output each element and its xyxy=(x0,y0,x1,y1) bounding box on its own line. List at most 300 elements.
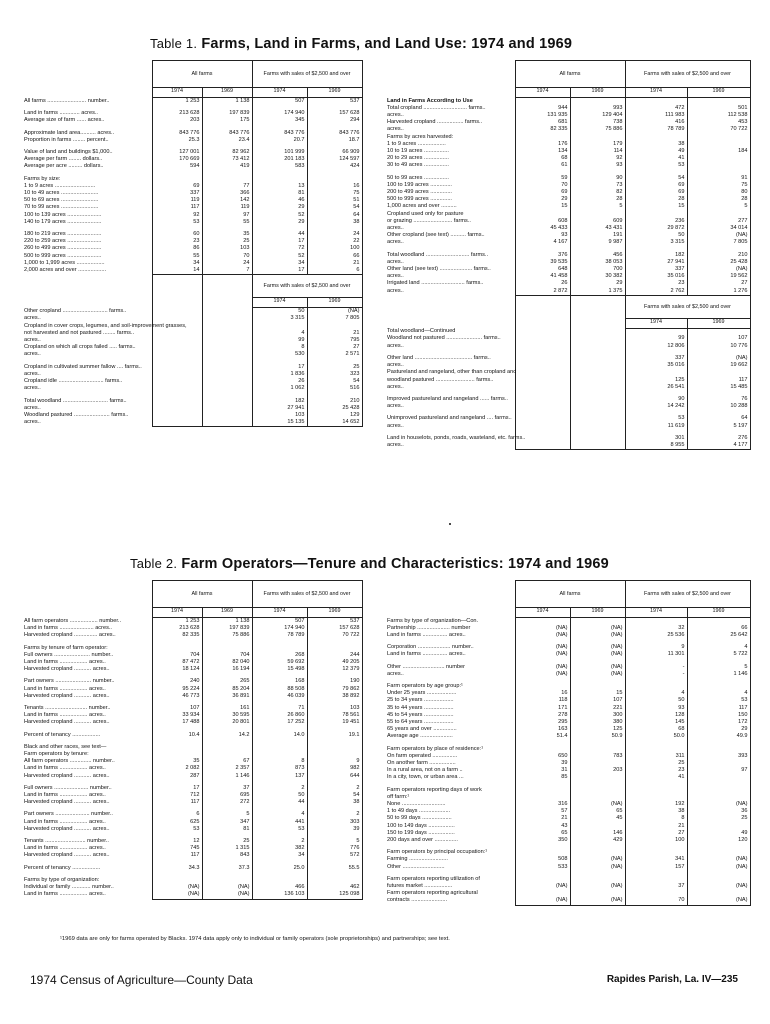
cell-value: 125 xyxy=(570,726,625,733)
row-label: acres.. xyxy=(24,351,41,358)
row-label: Land in farms .................. acres.. xyxy=(24,818,106,825)
cell-value: 301 xyxy=(625,435,687,442)
cell-value: 26 860 xyxy=(252,712,307,719)
table-row xyxy=(385,760,750,767)
table-row xyxy=(22,385,362,392)
row-label: 65 years and over ............... xyxy=(387,726,457,733)
cell-value: 197 839 xyxy=(202,110,252,117)
table-row xyxy=(22,819,362,826)
cell-value: 90 xyxy=(625,396,687,403)
cell-value: 43 xyxy=(515,823,570,830)
row-label: acres.. xyxy=(387,287,404,294)
table-row xyxy=(385,266,750,273)
cell-value: 85 xyxy=(515,774,570,781)
cell-value: 73 xyxy=(570,182,625,189)
row-label: Full owners ...................... number.. xyxy=(24,784,112,791)
cell-value xyxy=(570,211,625,218)
cell-value: 300 xyxy=(570,712,625,719)
cell-value xyxy=(687,746,750,753)
cell-value: 240 xyxy=(152,678,202,685)
row-label: Corporation ..................... number.. xyxy=(387,644,474,651)
table-row xyxy=(385,787,750,794)
cell-value: 87 472 xyxy=(152,659,202,666)
row-label: 25 to 34 years ................... xyxy=(387,697,454,704)
cell-value: 77 xyxy=(202,183,252,190)
table-row xyxy=(22,371,362,378)
cell-value: 1 276 xyxy=(687,288,750,296)
cell-value: 49 205 xyxy=(307,659,362,666)
cell-value: 982 xyxy=(307,765,362,772)
cell-value: 783 xyxy=(570,753,625,760)
cell-value xyxy=(202,877,252,884)
cell-value: 146 xyxy=(570,830,625,837)
table-row xyxy=(385,697,750,704)
cell-value: 45 xyxy=(570,815,625,822)
cell-value: 99 xyxy=(252,337,307,344)
cell-value xyxy=(687,774,750,781)
cell-value: 92 xyxy=(152,212,202,219)
row-label: Harvested cropland ........... acres.. xyxy=(24,692,110,699)
stray-dot xyxy=(449,523,451,525)
t2-left-col-all: All farms xyxy=(152,581,252,608)
row-label: 10 to 49 acres ........................ xyxy=(24,190,99,197)
row-label: Cropland idle ............................. farms.. xyxy=(24,378,123,385)
cell-value: 43 431 xyxy=(570,225,625,232)
cell-value: 14.0 xyxy=(252,732,307,739)
cell-value: (NA) xyxy=(515,671,570,678)
row-label: Other ........................... xyxy=(387,863,445,870)
table-row xyxy=(22,137,362,144)
cell-value: 26 xyxy=(515,280,570,287)
t1-left-lower-body xyxy=(22,308,362,427)
row-label: Percent of tenancy .................. xyxy=(24,731,101,738)
table-row xyxy=(385,355,750,362)
cell-value: 4 xyxy=(252,811,307,818)
cell-value xyxy=(252,751,307,758)
cell-value: 78 789 xyxy=(252,632,307,639)
row-label: Land in farms .................. acres.. xyxy=(24,712,106,719)
cell-value: 507 xyxy=(252,618,307,626)
cell-value: 993 xyxy=(570,105,625,112)
t1-right-mid-year: 1969 xyxy=(687,318,750,328)
t1-right-year: 1974 xyxy=(515,88,570,98)
cell-value: 18.7 xyxy=(307,137,362,144)
cell-value: 53 xyxy=(625,415,687,422)
cell-value: 54 xyxy=(307,204,362,211)
cell-value xyxy=(252,645,307,652)
t2-left-year: 1974 xyxy=(252,608,307,618)
row-label: Tenants .......................... number.. xyxy=(24,838,109,845)
table1-right xyxy=(385,60,751,450)
table-row xyxy=(385,273,750,280)
row-label: 50 to 99 days ................... xyxy=(387,815,452,822)
cell-value: 35 016 xyxy=(625,362,687,369)
cell-value: 114 xyxy=(570,148,625,155)
table-row xyxy=(385,335,750,342)
cell-value: 8 xyxy=(252,758,307,765)
cell-value xyxy=(515,890,570,897)
table-row xyxy=(22,412,362,419)
cell-value: 1 146 xyxy=(202,773,252,780)
table-row xyxy=(385,288,750,296)
row-label: Farm operators reporting utilization of xyxy=(387,875,480,882)
cell-value: (NA) xyxy=(687,856,750,863)
cell-value: 131 935 xyxy=(515,112,570,119)
table-row xyxy=(22,865,362,872)
table-row xyxy=(22,308,362,316)
cell-value: 12 xyxy=(152,838,202,845)
cell-value: 82 xyxy=(570,189,625,196)
cell-value: 1 836 xyxy=(252,371,307,378)
cell-value xyxy=(570,787,625,794)
cell-value: 38 892 xyxy=(307,693,362,700)
row-label: Harvested cropland ........... acres.. xyxy=(24,719,110,726)
cell-value: 99 xyxy=(625,335,687,342)
cell-value: 119 xyxy=(202,204,252,211)
cell-value xyxy=(515,746,570,753)
cell-value: 15 498 xyxy=(252,666,307,673)
table-row xyxy=(385,141,750,148)
row-label: 1 to 9 acres .................. xyxy=(387,140,446,147)
cell-value: 80 xyxy=(687,189,750,196)
cell-value: 508 xyxy=(515,856,570,863)
cell-value: 276 xyxy=(687,435,750,442)
cell-value xyxy=(307,877,362,884)
cell-value: 174 940 xyxy=(252,110,307,117)
cell-value: 843 776 xyxy=(307,130,362,137)
row-label: In a city, town, or urban area ... xyxy=(387,774,464,781)
cell-value: 25 xyxy=(202,838,252,845)
cell-value: 21 xyxy=(307,260,362,267)
cell-value: 210 xyxy=(307,398,362,405)
cell-value: 91 xyxy=(687,175,750,182)
table-row xyxy=(385,671,750,678)
table-row xyxy=(385,377,750,384)
cell-value: 462 xyxy=(307,884,362,891)
table-row xyxy=(385,823,750,830)
cell-value: 49 xyxy=(687,830,750,837)
cell-value xyxy=(307,645,362,652)
row-label: contracts ....................... xyxy=(387,897,447,904)
cell-value xyxy=(570,890,625,897)
table-row xyxy=(22,245,362,252)
cell-value: 15 485 xyxy=(687,384,750,391)
cell-value: 117 xyxy=(687,377,750,384)
cell-value: 120 xyxy=(687,837,750,844)
cell-value: 516 xyxy=(307,385,362,392)
t2-left-col-sales: Farms with sales of $2,500 and over xyxy=(252,581,362,608)
table-row xyxy=(385,651,750,658)
row-label: woodland pastured ......................... farms.. xyxy=(387,376,494,383)
cell-value: 25 428 xyxy=(687,259,750,266)
table-row xyxy=(385,864,750,871)
table-row xyxy=(22,712,362,719)
cell-value: 287 xyxy=(152,773,202,780)
cell-value: 5 xyxy=(687,203,750,210)
row-label: Farm operators reporting agricultural xyxy=(387,890,478,897)
cell-value: 345 xyxy=(252,117,307,124)
cell-value: 21 xyxy=(625,823,687,830)
row-label: All farm operators .............. number.. xyxy=(24,758,115,765)
row-label: Tenants ........................... number.. xyxy=(24,705,111,712)
cell-value: (NA) xyxy=(515,897,570,905)
table-row xyxy=(22,212,362,219)
cell-value: 34 xyxy=(152,260,202,267)
cell-value: 35 016 xyxy=(625,273,687,280)
cell-value: 4 xyxy=(252,330,307,337)
cell-value xyxy=(570,794,625,801)
row-label: 30 to 49 acres ................ xyxy=(387,162,449,169)
cell-value: 112 538 xyxy=(687,112,750,119)
cell-value: 182 xyxy=(252,398,307,405)
cell-value: 843 776 xyxy=(202,130,252,137)
cell-value: 236 xyxy=(625,218,687,225)
table-row xyxy=(385,774,750,781)
table-row xyxy=(385,175,750,182)
table-row xyxy=(22,260,362,267)
cell-value: 644 xyxy=(307,773,362,780)
t2-right-year: 1974 xyxy=(515,608,570,618)
row-label: Woodland not pastured ....................... farms.. xyxy=(387,335,501,342)
table-row xyxy=(385,897,750,905)
table-row xyxy=(22,678,362,685)
row-label: Land in farms .................. acres.. xyxy=(24,845,106,852)
table-row xyxy=(385,618,750,625)
row-label: Farms by acres harvested: xyxy=(387,133,454,140)
table-row xyxy=(385,126,750,133)
cell-value xyxy=(252,744,307,751)
cell-value: 572 xyxy=(307,852,362,859)
cell-value: 53 xyxy=(252,826,307,833)
row-label: Under 25 years ................... xyxy=(387,690,457,697)
cell-value: 2 xyxy=(252,838,307,845)
cell-value: 33 934 xyxy=(152,712,202,719)
cell-value: 16 xyxy=(515,690,570,697)
cell-value: 50 xyxy=(625,697,687,704)
row-label: Land in farms .................. acres.. xyxy=(24,765,106,772)
row-label: Harvested cropland ........... acres.. xyxy=(24,666,110,673)
cell-value: 537 xyxy=(307,98,362,106)
table-row xyxy=(22,744,362,751)
row-label: 20 to 29 acres ................ xyxy=(387,155,449,162)
t1-right-year: 1969 xyxy=(570,88,625,98)
cell-value: 161 xyxy=(202,705,252,712)
row-label: 1,000 to 1,999 acres .................. xyxy=(24,259,105,266)
cell-value: 179 xyxy=(570,141,625,148)
cell-value: 18 124 xyxy=(152,666,202,673)
cell-value xyxy=(515,683,570,690)
cell-value: (NA) xyxy=(687,266,750,273)
cell-value: 25.0 xyxy=(252,865,307,872)
cell-value: 537 xyxy=(307,618,362,626)
row-label: Black and other races, see text— xyxy=(24,743,107,750)
cell-value: 244 xyxy=(307,652,362,659)
table-row xyxy=(22,219,362,226)
cell-value xyxy=(687,162,750,169)
row-label: Other land (see text) ..................... farms.. xyxy=(387,265,491,272)
cell-value xyxy=(515,787,570,794)
row-label: Farm operators by tenure: xyxy=(24,751,89,758)
cell-value: 15 135 xyxy=(252,419,307,427)
cell-value: 82 040 xyxy=(202,659,252,666)
row-label: acres.. xyxy=(387,258,404,265)
cell-value: 54 xyxy=(307,792,362,799)
row-label: 220 to 259 acres ...................... xyxy=(24,238,102,245)
cell-value xyxy=(625,876,687,883)
t1-left-year: 1969 xyxy=(202,88,252,98)
row-label: Average size of farm ...... acres.. xyxy=(24,117,105,124)
cell-value: 12 379 xyxy=(307,666,362,673)
table2-title xyxy=(130,556,609,572)
cell-value xyxy=(687,211,750,218)
cell-value xyxy=(687,760,750,767)
cell-value: 8 xyxy=(252,344,307,351)
cell-value: 27 xyxy=(687,280,750,287)
cell-value: 31 xyxy=(515,767,570,774)
cell-value: 25 xyxy=(307,364,362,371)
cell-value xyxy=(515,794,570,801)
table-row xyxy=(385,148,750,155)
cell-value: 117 xyxy=(152,204,202,211)
cell-value: 136 103 xyxy=(252,891,307,899)
cell-value xyxy=(687,141,750,148)
row-label: In a rural area, not on a farm .. xyxy=(387,767,463,774)
cell-value: 17 xyxy=(252,238,307,245)
table-row xyxy=(22,204,362,211)
row-label: 1 to 49 days .................... xyxy=(387,808,451,815)
table-row xyxy=(385,225,750,232)
row-label: 100 to 199 acres .............. xyxy=(387,181,452,188)
table-row xyxy=(22,98,362,106)
row-label: Harvested cropland ........... acres.. xyxy=(24,799,110,806)
table-row xyxy=(385,753,750,760)
row-label: 50 to 69 acres ........................ xyxy=(24,197,99,204)
cell-value: 2 872 xyxy=(515,288,570,296)
row-label: acres.. xyxy=(387,422,404,429)
row-label: Woodland pastured ....................... farms.. xyxy=(24,411,129,418)
row-label: off farm:¹ xyxy=(387,793,410,800)
table-row xyxy=(22,792,362,799)
cell-value: 64 xyxy=(687,415,750,422)
row-label: acres.. xyxy=(24,315,41,322)
cell-value: 41 xyxy=(625,155,687,162)
cell-value: 38 xyxy=(625,808,687,815)
cell-value: 7 805 xyxy=(687,239,750,246)
cell-value xyxy=(687,890,750,897)
table-row xyxy=(385,705,750,712)
cell-value: 14 652 xyxy=(307,419,362,427)
cell-value: 157 628 xyxy=(307,625,362,632)
cell-value: 278 xyxy=(515,712,570,719)
cell-value: 35 xyxy=(152,758,202,765)
cell-value: 182 xyxy=(625,252,687,259)
cell-value: 23 xyxy=(625,280,687,287)
footer-publication: 1974 Census of Agriculture—County Data xyxy=(30,973,253,987)
cell-value: 93 xyxy=(515,232,570,239)
cell-value: 350 xyxy=(515,837,570,844)
table-row xyxy=(385,196,750,203)
row-label: Proportion in farms ........ percent.. xyxy=(24,136,109,143)
cell-value: 24 xyxy=(202,260,252,267)
table-row xyxy=(385,830,750,837)
cell-value: 137 xyxy=(252,773,307,780)
table-row xyxy=(22,419,362,427)
cell-value xyxy=(687,618,750,625)
row-label: Harvested cropland ............... acres.. xyxy=(24,632,116,639)
table-row xyxy=(22,315,362,322)
cell-value: (NA) xyxy=(515,651,570,658)
row-label: Farms by tenure of farm operator: xyxy=(24,644,108,651)
row-label: acres.. xyxy=(387,362,404,369)
cell-value xyxy=(570,760,625,767)
cell-value: 15 xyxy=(515,203,570,210)
cell-value: 7 805 xyxy=(307,315,362,322)
table-row xyxy=(385,403,750,410)
row-label: acres.. xyxy=(24,370,41,377)
row-label: Individual or family ............ number.. xyxy=(24,884,114,891)
cell-value: 29 xyxy=(252,219,307,226)
cell-value: 1 253 xyxy=(152,618,202,626)
cell-value xyxy=(687,849,750,856)
cell-value: 393 xyxy=(687,753,750,760)
cell-value: 117 xyxy=(687,705,750,712)
row-label: Total woodland ............................. farms.. xyxy=(24,397,127,404)
cell-value: 41 xyxy=(625,774,687,781)
table-row xyxy=(22,884,362,891)
cell-value: 192 xyxy=(625,801,687,808)
cell-value: 29 872 xyxy=(625,225,687,232)
cell-value: 16 xyxy=(307,183,362,190)
cell-value: 75 xyxy=(307,190,362,197)
cell-value: (NA) xyxy=(152,891,202,899)
cell-value: 203 xyxy=(570,767,625,774)
t2-right-year: 1969 xyxy=(687,608,750,618)
cell-value: 103 xyxy=(252,412,307,419)
cell-value xyxy=(570,849,625,856)
cell-value: - xyxy=(625,671,687,678)
table-row xyxy=(385,883,750,890)
t1-left-col-sales: Farms with sales of $2,500 and over xyxy=(252,61,362,88)
cell-value: (NA) xyxy=(515,644,570,651)
cell-value: 700 xyxy=(570,266,625,273)
cell-value: 4 xyxy=(687,644,750,651)
cell-value: 5 xyxy=(687,664,750,671)
footer-page-id: Rapides Parish, La. IV—235 xyxy=(606,974,738,985)
cell-value: 311 xyxy=(625,753,687,760)
cell-value: 14 xyxy=(152,267,202,275)
cell-value: 453 xyxy=(687,119,750,126)
cell-value: 197 839 xyxy=(202,625,252,632)
cell-value: 38 xyxy=(307,799,362,806)
cell-value: 171 xyxy=(515,705,570,712)
row-label: 1,000 acres and over .......... xyxy=(387,203,457,210)
t1-left-body xyxy=(22,98,362,275)
t1-right-mid-col-sales: Farms with sales of $2,500 and over xyxy=(625,295,750,318)
cell-value: 70 xyxy=(625,897,687,905)
cell-value: 157 628 xyxy=(307,110,362,117)
table-row xyxy=(22,666,362,673)
cell-value: 32 xyxy=(625,625,687,632)
cell-value: 30 595 xyxy=(202,712,252,719)
cell-value: 213 628 xyxy=(152,625,202,632)
cell-value: 681 xyxy=(515,119,570,126)
cell-value: 9 xyxy=(307,758,362,765)
cell-value: 795 xyxy=(307,337,362,344)
cell-value: (NA) xyxy=(515,632,570,639)
t1-left-year: 1974 xyxy=(152,88,202,98)
row-label: Cropland used only for pasture xyxy=(387,210,464,217)
table-row xyxy=(22,238,362,245)
